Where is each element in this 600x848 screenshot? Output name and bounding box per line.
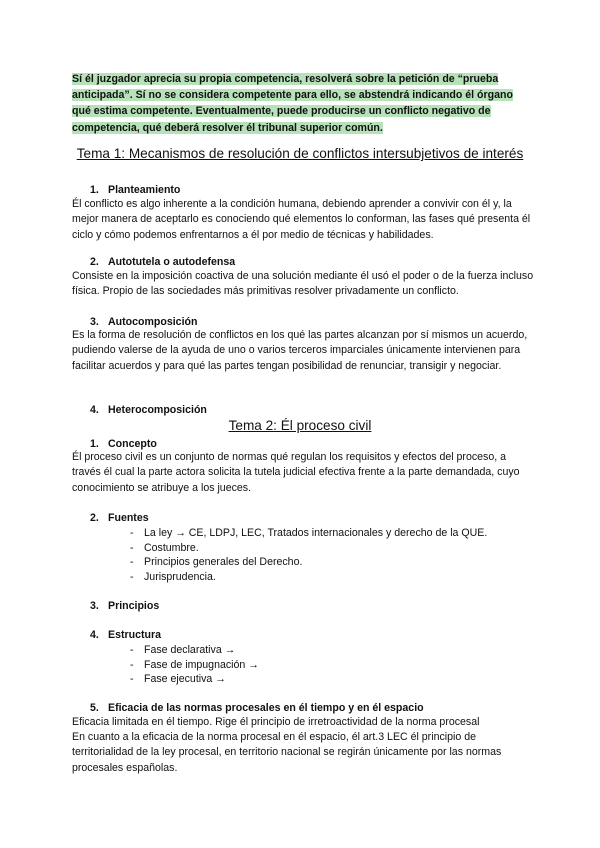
list-item [130,541,199,555]
section-heading-fuentes [90,511,149,525]
list-item [130,526,487,540]
section-body-concepto: Él proceso civil es un conjunto de normas qué regulan los requisitos y efectos del proceso, a través él cual la parte actora solicita la tutela judicial efectiva frente a la parte demandada, cuyo conocimiento se atribuye a los jueces. [72,451,520,494]
section-number: 4. [90,629,99,641]
section-body-planteamiento: Él conflicto es algo inherente a la condición humana, debiendo aprender a convivir con él y, la mejor manera de aceptarlo es conociendo qué elementos lo conforman, las fases qué presenta él ciclo y cómo podemos enfrentarnos a él por medio de técnicas y habilidades. [72,198,531,241]
list-item-text: La ley → CE, LDPJ, LEC, Tratados internacionales y derecho de la QUE. [144,527,488,539]
list-dash: - [130,527,134,539]
tema2-title: Tema 2: Él proceso civil [228,418,372,433]
list-item [130,555,302,569]
list-item-text: Jurisprudencia. [144,571,216,583]
section-number: 2. [90,256,99,268]
section-number: 4. [90,404,99,416]
tema1-title: Tema 1: Mecanismos de resolución de conflictos intersubjetivos de interés [76,146,524,161]
list-item-text: Principios generales del Derecho. [144,556,303,568]
intro-paragraph [72,71,534,136]
section-title: Autocomposición [108,316,198,328]
section-body-eficacia-line1: Eficacia limitada en él tiempo. Rige él principio de irretroactividad de la norma procesal [72,716,480,728]
section-heading-concepto [90,437,157,451]
section-title: Principios [108,600,160,612]
section-title: Concepto [108,438,157,450]
section-heading-autotutela [90,255,235,269]
section-body-autotutela: Consiste en la imposición coactiva de una solución mediante él usó el poder o de la fuerza incluso física. Propio de las sociedades más primitivas resolver privadamente un conflicto. [72,270,534,298]
section-number: 2. [90,512,99,524]
section-heading-eficacia [90,701,424,715]
list-item [130,672,226,686]
section-number: 1. [90,438,99,450]
section-title: Estructura [108,629,161,641]
section-body-autocomposicion: Es la forma de resolución de conflictos en los qué las partes alcanzan por sí mismos un acuerdo, pudiendo valerse de la ayuda de uno o varios terceros imparciales únicamente intervienen para facilitar acuerdos y para qué las partes tengan posibilidad de renunciar, transigir y negociar. [72,329,528,372]
list-dash: - [130,644,134,656]
section-number: 1. [90,184,99,196]
list-dash: - [130,542,134,554]
section-title: Heterocomposición [108,404,207,416]
section-title: Eficacia de las normas procesales en él tiempo y en él espacio [108,702,424,714]
section-heading-autocomposicion [90,315,197,329]
section-title: Autotutela o autodefensa [108,256,236,268]
section-number: 3. [90,316,99,328]
list-dash: - [130,556,134,568]
list-dash: - [130,571,134,583]
intro-highlighted-text: Sí él juzgador aprecia su propia competencia, resolverá sobre la petición de “prueba anticipada”. Sí no se considera competente para ello, se abstendrá indicando él órgano qué estima competente. Eventualmente, puede producirse un conflicto negativo de competencia, qué deberá resolver él tribunal superior común. [72,73,513,134]
list-item [130,643,235,657]
list-item-text: Costumbre. [144,542,199,554]
list-item [130,658,259,672]
section-heading-principios [90,599,159,613]
list-item [130,570,216,584]
list-item-text: Fase ejecutiva → [144,673,226,685]
section-heading-heterocomposicion [90,403,207,417]
section-title: Fuentes [108,512,149,524]
section-heading-planteamiento [90,183,180,197]
section-heading-estructura [90,628,161,642]
list-dash: - [130,673,134,685]
section-body-eficacia-line2: En cuanto a la eficacia de la norma procesal en él espacio, él art.3 LEC él principio de territorialidad de la ley procesal, en territorio nacional se regirán únicamente por las normas procesales españolas. [72,731,502,774]
list-dash: - [130,659,134,671]
list-item-text: Fase declarativa → [144,644,236,656]
section-number: 5. [90,702,99,714]
section-number: 3. [90,600,99,612]
section-title: Planteamiento [108,184,181,196]
list-item-text: Fase de impugnación → [144,659,259,671]
